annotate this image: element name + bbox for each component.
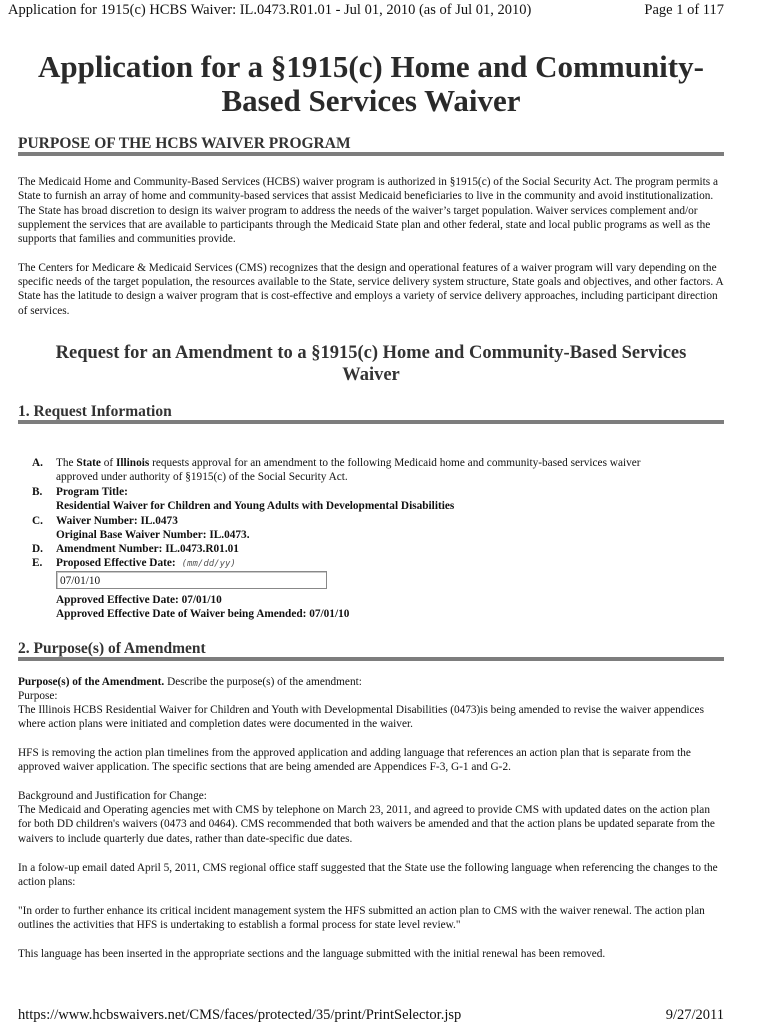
hfs-text: HFS is removing the action plan timelines from the approved application and adding language that references an action plan that is separate from the approved waiver application. The specific sections that are being amended are Appendices F-3, G-1 and G-2.	[18, 747, 691, 774]
page-title-line2: Based Services Waiver	[221, 83, 521, 118]
background-label: Background and Justification for Change:	[18, 790, 207, 802]
item-a-label: A.	[32, 457, 43, 469]
item-a-of: of	[103, 457, 114, 469]
purpose-section-body	[18, 175, 724, 318]
page-title	[0, 50, 742, 118]
program-title-heading: Program Title:	[56, 486, 128, 498]
footer-date: 9/27/2011	[665, 1007, 724, 1023]
purpose-text: The Illinois HCBS Residential Waiver for Children and Youth with Developmental Disabilities (0473)is being amended to revise the waiver appendices where action plans were initiated and completion dates were documented in the waiver.	[18, 704, 704, 731]
item-a-state-name: Illinois	[115, 457, 150, 469]
program-title-value: Residential Waiver for Children and Young Adults with Developmental Disabilities	[56, 500, 455, 513]
header-page-number: Page 1 of 117	[644, 2, 724, 18]
section-divider	[18, 657, 724, 661]
amendment-request-title-line2: Waiver	[342, 365, 400, 385]
page-header	[8, 2, 724, 22]
purposes-lead-rest: Describe the purpose(s) of the amendment:	[167, 676, 362, 688]
header-document-title: Application for 1915(c) HCBS Waiver: IL.0473.R01.01 - Jul 01, 2010 (as of Jul 01, 2010)	[8, 2, 532, 18]
approved-dates	[56, 593, 724, 622]
item-b-text	[56, 485, 724, 514]
purposes-lead	[18, 675, 724, 689]
purposes-heading: 2. Purpose(s) of Amendment	[18, 640, 206, 657]
page-footer	[18, 1007, 724, 1025]
followup-text: In a folow-up email dated April 5, 2011, CMS regional office staff suggested that the State use the following language when referencing the changes to the action plans:	[18, 862, 718, 889]
approved-effective-date: Approved Effective Date: 07/01/10	[56, 594, 222, 606]
request-info-heading: 1. Request Information	[18, 403, 172, 420]
purpose-label: Purpose:	[18, 690, 58, 702]
item-a-rest: requests approval for an amendment to the following Medicaid home and community-based services waiver	[152, 457, 641, 469]
page-title-line1: Application for a §1915(c) Home and Community-	[38, 49, 704, 84]
item-d-label: D.	[32, 543, 43, 555]
purposes-lead-bold: Purpose(s) of the Amendment.	[18, 676, 165, 688]
waiver-number: Waiver Number: IL.0473	[56, 515, 178, 527]
inserted-text: This language has been inserted in the appropriate sections and the language submitted with the initial renewal has been removed.	[18, 948, 606, 960]
item-e-label: E.	[32, 557, 43, 569]
footer-url: https://www.hcbswaivers.net/CMS/faces/protected/35/print/PrintSelector.jsp	[18, 1007, 462, 1023]
purpose-section-heading: PURPOSE OF THE HCBS WAIVER PROGRAM	[18, 135, 351, 152]
proposed-effective-date-input[interactable]: 07/01/10	[56, 571, 327, 589]
original-base-waiver-number: Original Base Waiver Number: IL.0473.	[56, 529, 250, 542]
amendment-request-title	[18, 342, 724, 386]
date-format-hint: (mm/dd/yy)	[181, 559, 236, 569]
amendment-number: Amendment Number: IL.0473.R01.01	[56, 543, 239, 555]
section-divider	[18, 152, 724, 156]
item-b-label: B.	[32, 486, 43, 498]
item-c-text	[56, 514, 724, 543]
section-divider	[18, 420, 724, 424]
quote-text: "In order to further enhance its critical incident management system the HFS submitted an action plan to CMS with the waiver renewal. The action plan outlines the activities that HFS is undertaking to establish a formal process for state level review."	[18, 905, 705, 932]
proposed-effective-date-label: Proposed Effective Date:	[56, 557, 176, 569]
item-a-state-word: State	[76, 457, 101, 469]
item-a-text	[56, 456, 724, 485]
background-text: The Medicaid and Operating agencies met with CMS by telephone on March 23, 2011, and agreed to provide CMS with updated dates on the action plan for both DD children's waivers (0473 and 0464). CMS recommended that both waivers be amended and that the action plans be updated separate from the waivers to include quarterly due dates, rather than date-specific due dates.	[18, 804, 715, 845]
approved-amended-date: Approved Effective Date of Waiver being Amended: 07/01/10	[56, 608, 350, 621]
item-a-pre: The	[56, 457, 74, 469]
item-a-line2: approved under authority of §1915(c) of the Social Security Act.	[56, 471, 348, 484]
item-c-label: C.	[32, 515, 43, 527]
purpose-paragraph-2: The Centers for Medicare & Medicaid Services (CMS) recognizes that the design and operational features of a waiver program will vary depending on the specific needs of the target population, the resources available to the State, service delivery system structure, State goals and objectives, and other factors. A State has the latitude to design a waiver program that is cost-effective and employs a variety of service delivery approaches, including participant direction of services.	[18, 261, 723, 317]
purposes-body	[18, 675, 724, 689]
purpose-paragraph-1: The Medicaid Home and Community-Based Services (HCBS) waiver program is authorized in §1915(c) of the Social Security Act. The program permits a State to furnish an array of home and community-based services that assist Medicaid beneficiaries to live in the community and avoid institutionalization. The State has broad discretion to design its waiver program to address the needs of the waiver’s target population. Waiver services complement and/or supplement the services that are available to participants through the Medicaid State plan and other federal, state and local public programs as well as the supports that families and communities provide.	[18, 176, 719, 246]
amendment-request-title-line1: Request for an Amendment to a §1915(c) Home and Community-Based Services	[55, 343, 687, 363]
item-e-text	[56, 556, 724, 571]
